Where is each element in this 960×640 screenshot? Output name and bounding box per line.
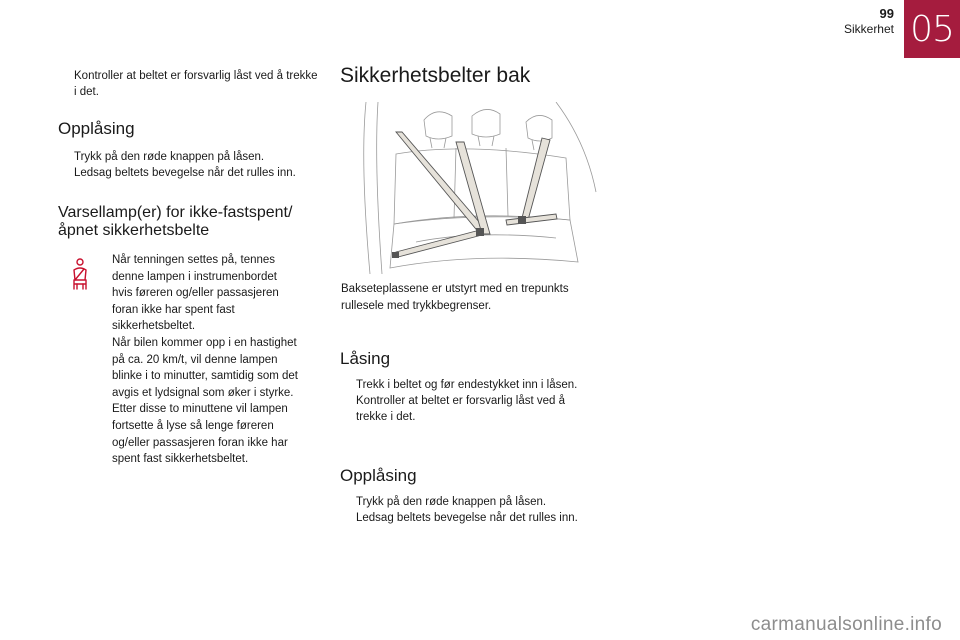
list-item [60,165,330,181]
bullet-mark [60,68,74,100]
bullet-text: Ledsag beltets bevegelse når det rulles inn. [74,167,296,179]
page-number: 99 [879,6,894,21]
text-line: fortsette å lyse så lenge føreren [112,419,274,432]
text-line: hvis føreren og/eller passasjeren [112,287,279,300]
page-title: Sikkerhetsbelter bak [340,64,531,87]
list-item [60,68,322,100]
section-heading-unlock: Opplåsing [58,119,135,138]
bullet-mark [60,149,74,165]
list-item [342,393,594,425]
bullet-mark [60,165,74,181]
rear-seatbelts-illustration [356,102,600,274]
text-line: og/eller passasjeren foran ikke har [112,436,288,449]
section-heading-unlock-rear: Opplåsing [340,466,417,485]
watermark: carmanualsonline.info [750,614,942,635]
bullet-text: Kontroller at beltet er forsvarlig låst ved å trekke i det. [74,70,318,98]
section-name: Sikkerhet [843,22,894,36]
seatbelt-warning-icon [70,258,90,292]
illustration-caption [341,281,611,314]
text-line: rullesele med trykkbegrenser. [341,299,492,312]
text-line: blinke i to minutter, samtidig som det [112,370,298,383]
bullet-mark [342,510,356,526]
bullet-mark [342,377,356,393]
chapter-tab: 05 [904,0,960,58]
bullet-mark [342,494,356,510]
text-line: avgis et lydsignal som øker i styrke. [112,386,294,399]
warning-text [112,252,332,468]
warning-heading-line: Varsellamp(er) for ikke-fastspent/ [58,204,293,221]
bullet-text: Trykk på den røde knappen på låsen. [356,496,547,508]
list-item [342,510,612,526]
text-line: på ca. 20 km/t, vil denne lampen [112,353,278,366]
list-item [342,377,610,393]
section-heading-lock: Låsing [340,349,391,368]
bullet-text: Ledsag beltets bevegelse når det rulles inn. [356,512,578,524]
bullet-text: Trekk i beltet og før endestykket inn i låsen. [356,379,578,391]
text-line: Etter disse to minuttene vil lampen [112,403,288,416]
text-line: spent fast sikkerhetsbeltet. [112,453,249,466]
text-line: denne lampen i instrumenbordet [112,270,277,283]
text-line: sikkerhetsbeltet. [112,320,196,333]
text-line: Når bilen kommer opp i en hastighet [112,336,297,349]
text-line: Bakseteplassene er utstyrt med en trepunkts [341,283,569,295]
bullet-text: Trykk på den røde knappen på låsen. [74,151,265,163]
list-item [342,494,612,510]
bullet-mark [342,393,356,425]
list-item [60,149,330,165]
text-line: Når tenningen settes på, tennes [112,254,276,266]
text-line: foran ikke har spent fast [112,303,235,316]
bullet-text: Kontroller at beltet er forsvarlig låst ved å trekke i det. [356,395,566,423]
warning-heading-line: åpnet sikkerhetsbelte [58,222,210,239]
warning-heading [58,204,292,240]
